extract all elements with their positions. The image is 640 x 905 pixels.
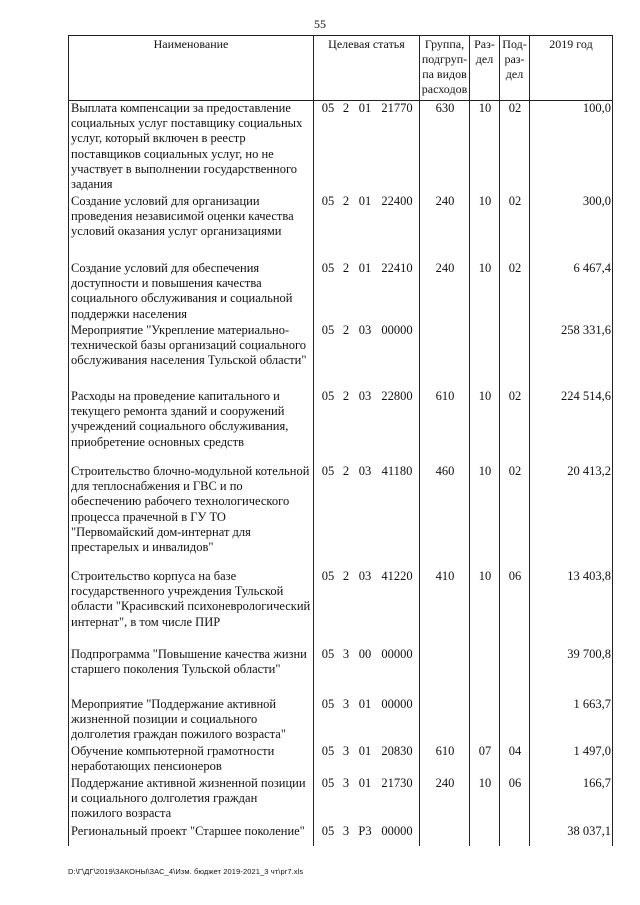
- target-code-program: 05: [321, 824, 335, 838]
- amount-2019: 224 514,6: [561, 389, 611, 403]
- row-name: Создание условий для обеспечения доступности и повышения качества социального обслуживания и социальной поддержки населения: [71, 261, 293, 321]
- row-name: Региональный проект "Старшее поколение": [71, 824, 305, 838]
- target-code-program: 05: [321, 194, 335, 208]
- target-code-direction: 00000: [381, 323, 413, 337]
- subsection-code: 02: [508, 389, 522, 403]
- target-code-direction: 20830: [381, 744, 413, 758]
- target-code-direction: 00000: [381, 824, 413, 838]
- row-name: Строительство корпуса на базе государственного учреждения Тульской области "Красивский психоневрологический интернат", в том числе ПИР: [71, 569, 311, 629]
- amount-2019: 13 403,8: [567, 569, 611, 583]
- subsection-code: 02: [508, 101, 522, 115]
- amount-2019: 39 700,8: [567, 647, 611, 661]
- target-code-subprogram: 2: [342, 464, 350, 478]
- target-code-subprogram: 2: [342, 261, 350, 275]
- target-code-direction: 41180: [381, 464, 413, 478]
- amount-2019: 1 497,0: [573, 744, 611, 758]
- expense-group: 410: [435, 569, 455, 583]
- row-name: Расходы на проведение капитального и текущего ремонта зданий и сооружений учреждений социального обслуживания, приобретение основных средств: [71, 389, 289, 449]
- expense-group: 240: [435, 776, 455, 790]
- target-code-event: 00: [358, 647, 372, 661]
- amount-2019: 1 663,7: [573, 697, 611, 711]
- target-code-subprogram: 2: [342, 569, 350, 583]
- amount-2019: 6 467,4: [573, 261, 611, 275]
- subsection-code: 06: [508, 776, 522, 790]
- subsection-code: 06: [508, 569, 522, 583]
- target-code-event: 01: [358, 776, 372, 790]
- row-name: Строительство блочно-модульной котельной для теплоснабжения и ГВС и по обеспечению рабочего технологического процесса прачечной в ГУ ТО "Первомайский дом-интернат для престарелых и инвалидов": [71, 464, 310, 555]
- expense-group: 460: [435, 464, 455, 478]
- section-code: 10: [478, 464, 492, 478]
- section-code: 10: [478, 261, 492, 275]
- target-code-event: 01: [358, 194, 372, 208]
- target-code-subprogram: 3: [342, 824, 350, 838]
- target-code-event: 03: [358, 464, 372, 478]
- table-header: [69, 36, 613, 101]
- section-code: 10: [478, 194, 492, 208]
- amount-2019: 20 413,2: [567, 464, 611, 478]
- table-body: [69, 101, 613, 881]
- target-code-event: 01: [358, 101, 372, 115]
- row-name: Обучение компьютерной грамотности неработающих пенсионеров: [71, 744, 275, 774]
- section-code: 07: [478, 744, 492, 758]
- section-code: 10: [478, 389, 492, 403]
- target-code-event: 01: [358, 744, 372, 758]
- header-subsection: Под-раз-дел: [500, 36, 530, 100]
- section-code: 10: [478, 101, 492, 115]
- amount-2019: 258 331,6: [561, 323, 611, 337]
- subsection-code: 04: [508, 744, 522, 758]
- target-code-event: P3: [358, 824, 372, 838]
- target-code-direction: 22400: [381, 194, 413, 208]
- row-name: Создание условий для организации проведения независимой оценки качества условий оказания услуг организациями: [71, 194, 294, 239]
- target-code-program: 05: [321, 389, 335, 403]
- target-code-program: 05: [321, 569, 335, 583]
- amount-2019: 38 037,1: [567, 824, 611, 838]
- target-code-subprogram: 3: [342, 647, 350, 661]
- amount-2019: 166,7: [582, 776, 611, 790]
- row-name: Мероприятие "Поддержание активной жизненной позиции и социального долголетия граждан пожилого возраста": [71, 697, 286, 742]
- row-name: Мероприятие "Укрепление материально-технической базы организаций социального обслуживания населения Тульской области": [71, 323, 307, 368]
- row-name: Поддержание активной жизненной позиции и социального долголетия граждан пожилого возраста: [71, 776, 306, 821]
- expense-group: 610: [435, 389, 455, 403]
- header-target: Целевая статья: [314, 36, 420, 100]
- page-number: 55: [314, 17, 326, 31]
- header-group: Группа, подгруп-па видов расходов: [420, 36, 470, 100]
- subsection-code: 02: [508, 261, 522, 275]
- target-code-program: 05: [321, 697, 335, 711]
- header-name: Наименование: [69, 36, 314, 100]
- header-section: Раз-дел: [470, 36, 500, 100]
- target-code-program: 05: [321, 261, 335, 275]
- expense-group: 610: [435, 744, 455, 758]
- target-code-direction: 21730: [381, 776, 413, 790]
- amount-2019: 300,0: [582, 194, 611, 208]
- row-name: Подпрограмма "Повышение качества жизни старшего поколения Тульской области": [71, 647, 307, 677]
- expense-group: 240: [435, 194, 455, 208]
- expense-group: 240: [435, 261, 455, 275]
- target-code-program: 05: [321, 776, 335, 790]
- target-code-program: 05: [321, 464, 335, 478]
- target-code-event: 03: [358, 389, 372, 403]
- section-code: 10: [478, 776, 492, 790]
- subsection-code: 02: [508, 194, 522, 208]
- target-code-subprogram: 2: [342, 194, 350, 208]
- row-name: Выплата компенсации за предоставление социальных услуг поставщику социальных услуг, который включен в реестр поставщиков социальных услуг, но не участвует в выполнении государственного задания: [71, 101, 303, 192]
- target-code-direction: 22410: [381, 261, 413, 275]
- target-code-event: 03: [358, 569, 372, 583]
- section-code: 10: [478, 569, 492, 583]
- header-year: 2019 год: [530, 36, 613, 100]
- target-code-subprogram: 3: [342, 697, 350, 711]
- target-code-event: 03: [358, 323, 372, 337]
- target-code-subprogram: 2: [342, 389, 350, 403]
- target-code-event: 01: [358, 697, 372, 711]
- target-code-program: 05: [321, 744, 335, 758]
- budget-table: [68, 35, 613, 846]
- target-code-direction: 22800: [381, 389, 413, 403]
- target-code-direction: 21770: [381, 101, 413, 115]
- target-code-direction: 00000: [381, 697, 413, 711]
- target-code-program: 05: [321, 101, 335, 115]
- target-code-direction: 41220: [381, 569, 413, 583]
- file-path-footer: D:\Г\ДГ\2019\ЗАКОНЫ\ЗАС_4\Изм. бюджет 2019-2021_3 чт\pr7.xls: [68, 867, 304, 876]
- target-code-subprogram: 2: [342, 323, 350, 337]
- target-code-event: 01: [358, 261, 372, 275]
- target-code-subprogram: 3: [342, 776, 350, 790]
- expense-group: 630: [435, 101, 455, 115]
- target-code-direction: 00000: [381, 647, 413, 661]
- target-code-program: 05: [321, 647, 335, 661]
- target-code-subprogram: 2: [342, 101, 350, 115]
- subsection-code: 02: [508, 464, 522, 478]
- target-code-subprogram: 3: [342, 744, 350, 758]
- amount-2019: 100,0: [582, 101, 611, 115]
- target-code-program: 05: [321, 323, 335, 337]
